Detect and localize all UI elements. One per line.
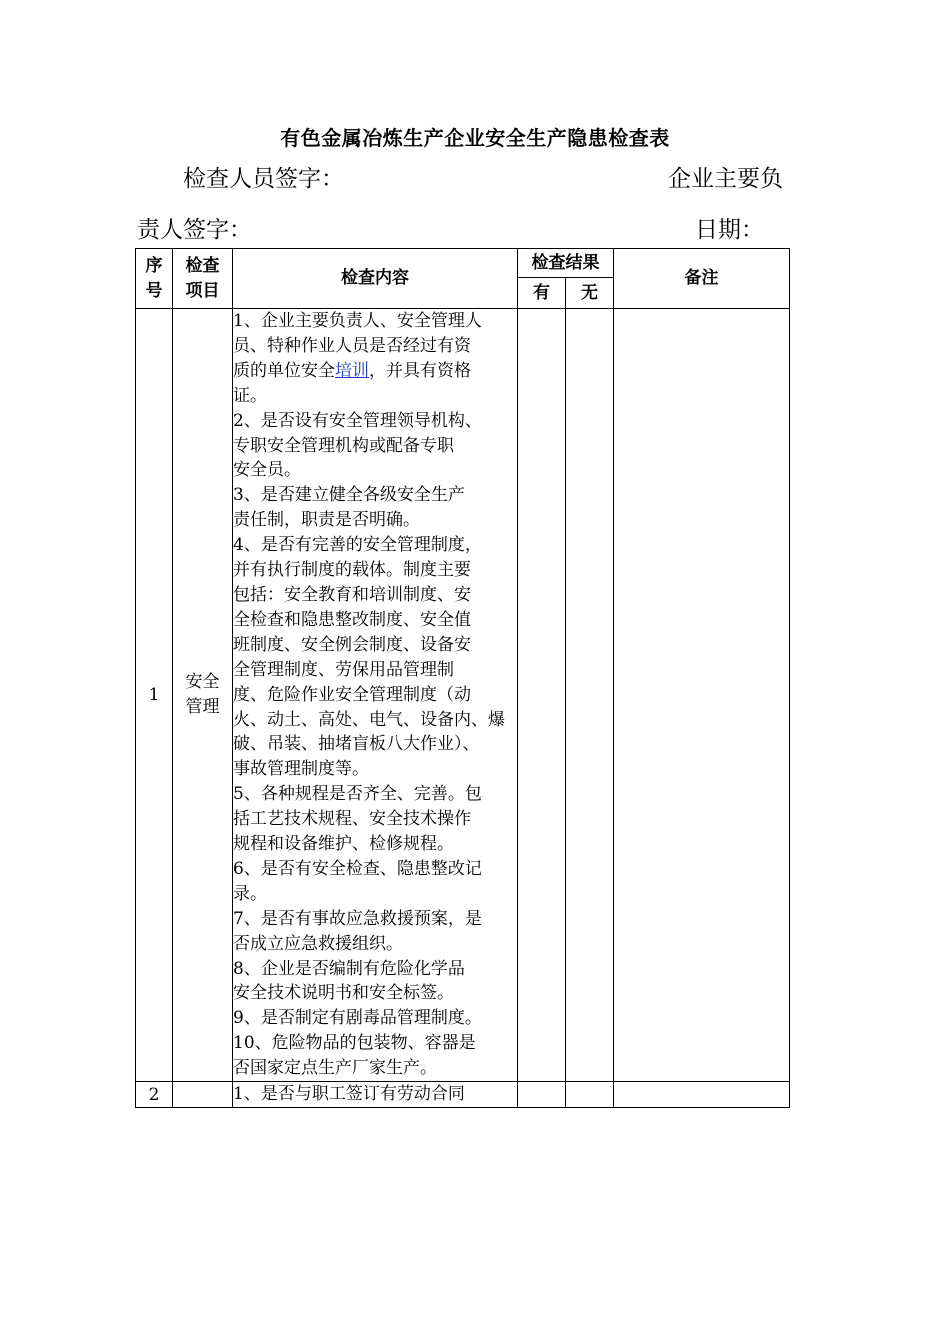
row-remark[interactable]	[614, 309, 790, 1082]
header-seq: 序 号	[136, 249, 173, 309]
inspector-signature-label: 检查人员签字：	[183, 166, 344, 192]
row-result-yes[interactable]	[518, 309, 566, 1082]
training-link[interactable]: 培训	[335, 360, 369, 381]
row-content: 1、是否与职工签订有劳动合同	[233, 1082, 518, 1108]
row-seq: 1	[136, 309, 173, 1082]
row-result-no[interactable]	[566, 1082, 614, 1108]
header-result: 检查结果	[518, 249, 614, 278]
document-title: 有色金属冶炼生产企业安全生产隐患检查表	[280, 126, 670, 150]
header-item: 检查 项目	[173, 249, 233, 309]
row-item	[173, 1082, 233, 1108]
row-item: 安全 管理	[173, 309, 233, 1082]
header-yes: 有	[518, 278, 566, 309]
row-content: 1、企业主要负责人、安全管理人 员、特种作业人员是否经过有资 质的单位安全培训，并具有资格 证。 2、是否设有安全管理领导机构、 专职安全管理机构或配备专职 安全员。 3、是否建立健全各级安全生产 责任制，职责是否明确。 4、是否有完善的安全管理制度， 并有执行制度的载体。制度主要 包括：安全教育和培训制度、安 全检查和隐患整改制度、安全值 班制度、安全例会制度、设备安 全管理制度、劳保用品管理制 度、危险作业安全管理制度（动 火、动土、高处、电气、设备内、爆 破、吊装、抽堵盲板八大作业）、 事故管理制度等。 5、各种规程是否齐全、完善。包 括工艺技术规程、安全技术操作 规程和设备维护、检修规程。 6、是否有安全检查、隐患整改记 录。 7、是否有事故应急救援预案，是 否成立应急救援组织。 8、企业是否编制有危险化学品 安全技术说明书和安全标签。 9、是否制定有剧毒品管理制度。 10、危险物品的包装物、容器是 否国家定点生产厂家生产。	[233, 309, 518, 1082]
owner-signature-label-end: 责人签字：	[137, 217, 252, 243]
date-label: 日期：	[695, 217, 764, 243]
table-row	[136, 1082, 790, 1108]
inspection-table	[135, 248, 790, 1108]
table-row	[136, 309, 790, 1082]
header-no: 无	[566, 278, 614, 309]
header-content: 检查内容	[233, 249, 518, 309]
row-remark[interactable]	[614, 1082, 790, 1108]
row-result-no[interactable]	[566, 309, 614, 1082]
row-result-yes[interactable]	[518, 1082, 566, 1108]
owner-signature-label-start: 企业主要负	[668, 166, 783, 192]
row-seq: 2	[136, 1082, 173, 1108]
header-remark: 备注	[614, 249, 790, 309]
